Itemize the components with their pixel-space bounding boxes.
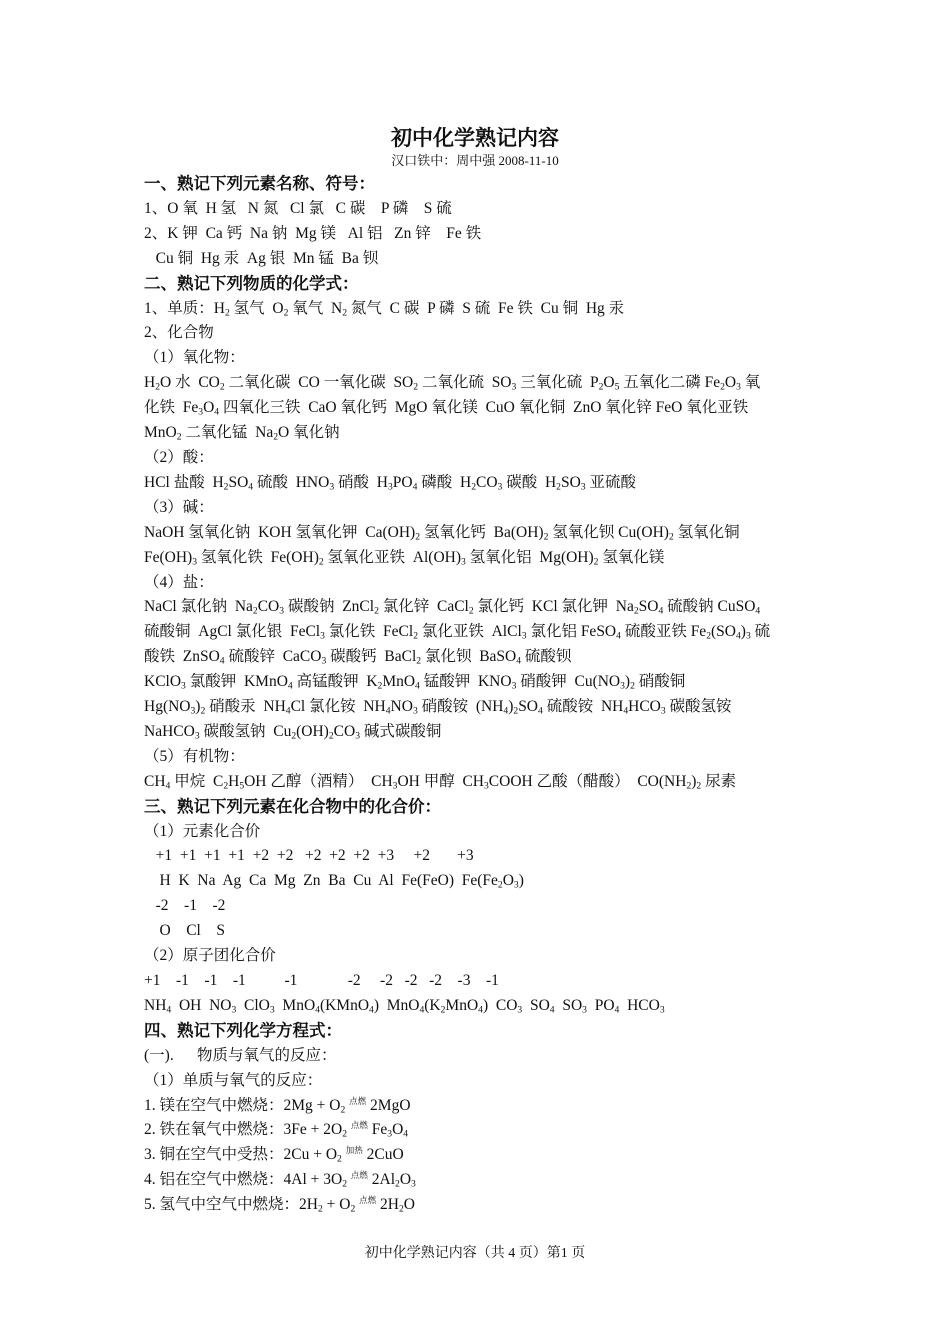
text-line: 3. 铜在空气中受热：$2Cu + O_2$ $^{加热}$ 2CuO [144,1145,404,1165]
document-page [144,124,806,1218]
text-line: （3）碱： [144,498,214,516]
text-line: 化铁 $Fe_3O_4$ 四氧化三铁 CaO 氧化钙 MgO 氧化镁 CuO 氧化铜 ZnO 氧化锌 FeO 氧化亚铁 [144,399,749,418]
text-line: （1）氧化物： [144,349,245,367]
text-line: HCl 盐酸 $H_2SO_4$ 硫酸 $HNO_3$ 硝酸 $H_3PO_4$ 磷酸 $H_2CO_3$ 碳酸 $H_2SO_3$ 亚硫酸 [144,473,636,493]
text-line: NaCl 氯化钠 $Na_2CO_3$ 碳酸钠 ZnCl$_2$ 氯化锌 CaCl$_2$ 氯化钙 KCl 氯化钾 $Na_2SO_4$ 硫酸钠 CuSO$_4$ [144,598,761,617]
document-body [144,172,806,1218]
text-line: +1 +1 +1 +1 +2 +2 +2 +2 +2 +3 +2 +3 [144,847,474,865]
document-subtitle: 汉口铁中：周中强 2008-11-10 [391,153,559,168]
text-line: （2）酸： [144,448,214,466]
text-line: MnO$_2$ 二氧化锰 $Na_2O$ 氧化钠 [144,424,340,443]
text-line: 硫酸铜 AgCl 氯化银 FeCl$_3$ 氯化铁 FeCl$_2$ 氯化亚铁 AlCl$_3$ 氯化铝 FeSO$_4$ 硫酸亚铁 $Fe_2(SO_4)_3$ 硫 [144,623,771,642]
text-line: 2. 铁在氧气中燃烧：$3Fe + 2O_2$ $^{点燃}$ $Fe_3O_4$ [144,1120,409,1140]
section-heading: 二、熟记下列物质的化学式： [144,273,359,293]
text-line: $NH_4$ OH $NO_3$ ClO$_3$ MnO$_4$(KMnO$_4$) $MnO_4(K_2MnO_4)$ $CO_3$ $SO_4$ $SO_3$ $PO_4$ $HCO_3$ [144,996,665,1016]
text-line: NaHCO$_3$ 碳酸氢钠 $Cu_2(OH)_2CO_3$ 碱式碳酸铜 [144,722,442,742]
section-heading: 四、熟记下列化学方程式： [144,1020,342,1040]
text-line: $Fe(OH)_3$ 氢氧化铁 $Fe(OH)_2$ 氢氧化亚铁 $Al(OH)_3$ 氢氧化铝 $Mg(OH)_2$ 氢氧化镁 [144,548,665,567]
text-line: （1）单质与氧气的反应： [144,1071,323,1089]
text-line: KClO$_3$ 氯酸钾 KMnO$_4$ 高锰酸钾 $K_2MnO_4$ 锰酸钾 $KNO_3$ 硝酸钾 $Cu(NO_3)_2$ 硝酸铜 [144,673,686,692]
text-line: O Cl S [144,922,225,940]
text-line: $Hg(NO_3)_2$ 硝酸汞 $NH_4Cl$ 氯化铵 $NH_4NO_3$ 硝酸铵 $(NH_4)_2SO_4$ 硫酸铵 $NH_4HCO_3$ 碳酸氢铵 [144,698,732,717]
document-title: 初中化学熟记内容 [391,126,559,150]
text-line: (一). 物质与氧气的反应： [144,1046,337,1064]
text-line: （2）原子团化合价 [144,947,276,965]
text-line: 1. 镁在空气中燃烧：$2Mg + O_2$ $^{点燃}$ 2MgO [144,1095,411,1115]
text-line: 酸铁 ZnSO$_4$ 硫酸锌 CaCO$_3$ 碳酸钙 BaCl$_2$ 氯化钡 BaSO$_4$ 硫酸钡 [144,648,572,667]
section-heading: 三、熟记下列元素在化合物中的化合价： [144,796,441,816]
text-line: -2 -1 -2 [144,897,226,915]
text-line: 1、O 氧 H 氢 N 氮 Cl 氯 C 碳 P 磷 S 硫 [144,199,452,217]
text-line: 4. 铝在空气中燃烧：$4Al + 3O_2$ $^{点燃}$ $2Al_2O_3$ [144,1170,416,1190]
text-line: $H_2O$ 水 $CO_2$ 二氧化碳 CO 一氧化碳 $SO_2$ 二氧化硫 $SO_3$ 三氧化硫 $P_2O_5$ 五氧化二磷 $Fe_2O_3$ 氧 [144,374,761,393]
text-line: 5. 氢气中空气中燃烧：$2H_2 + O_2$ $^{点燃}$ $2H_2O$ [144,1195,415,1215]
text-line: H K Na Ag Ca Mg Zn Ba Cu Al Fe(FeO) $Fe(Fe_2O_3)$ [144,872,524,891]
text-line: +1 -1 -1 -1 -1 -2 -2 -2 -2 -3 -1 [144,972,499,989]
text-line: Cu 铜 Hg 汞 Ag 银 Mn 锰 Ba 钡 [144,249,379,267]
text-line: 1、单质：$H_2$ 氢气 $O_2$ 氧气 $N_2$ 氮气 C 碳 P 磷 S 硫 Fe 铁 Cu 铜 Hg 汞 [144,299,625,318]
section-heading: 一、熟记下列元素名称、符号： [144,174,375,193]
text-line: 2、化合物 [144,324,214,342]
text-line: $CH_4$ 甲烷 $C_2H_5OH$ 乙醇（酒精） $CH_3OH$ 甲醇 $CH_3COOH$ 乙酸（醋酸） $CO(NH_2)_2$ 尿素 [144,772,737,792]
text-line: 2、K 钾 Ca 钙 Na 钠 Mg 镁 Al 铝 Zn 锌 Fe 铁 [144,224,482,242]
text-line: （5）有机物： [144,747,245,765]
text-line: （4）盐： [144,573,214,591]
text-line: NaOH 氢氧化钠 KOH 氢氧化钾 $Ca(OH)_2$ 氢氧化钙 $Ba(OH)_2$ 氢氧化钡 $Cu(OH)_2$ 氢氧化铜 [144,523,740,543]
text-line: （1）元素化合价 [144,822,261,840]
page-footer: 初中化学熟记内容（共 4 页）第1 页 [364,1246,586,1261]
